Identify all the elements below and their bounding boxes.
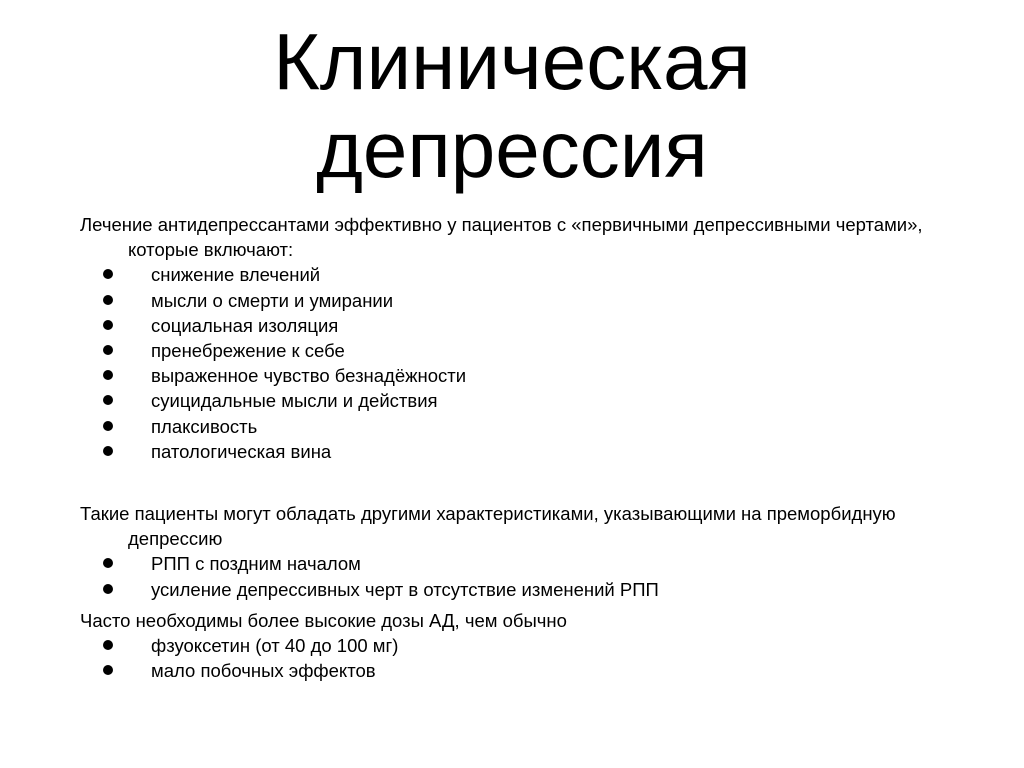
bullet-dot-icon [103,395,113,405]
bullet-dot-icon [103,665,113,675]
bullet-dot-icon [103,446,113,456]
list-item [80,313,980,338]
bullet-dot-icon [103,295,113,305]
slide-title [180,18,844,194]
list-item-text: мало побочных эффектов [151,660,376,682]
slide-title-line-2: депрессия [316,105,708,194]
list-item [80,288,980,313]
section-3-intro: Часто необходимы более высокие дозы АД, чем обычно [80,609,567,631]
list-item-text: фзуоксетин (от 40 до 100 мг) [151,635,399,657]
list-item-text: усиление депрессивных черт в отсутствие изменений РПП [151,578,659,600]
list-item [80,338,980,363]
bullet-dot-icon [103,640,113,650]
bullet-dot-icon [103,584,113,594]
list-item-text: снижение влечений [151,264,321,286]
bullet-dot-icon [103,421,113,431]
list-item-text: мысли о смерти и умирании [151,289,394,311]
list-item [80,551,980,576]
list-item [80,633,980,658]
list-item [80,658,980,683]
bullet-dot-icon [103,320,113,330]
list-item-text: социальная изоляция [151,314,339,336]
section-3-bullet-list [80,633,980,683]
list-item [80,363,980,388]
section-1-intro: Лечение антидепрессантами эффективно у пациентов с «первичными депрессивными чертами», которые включают: [80,214,923,261]
list-item [80,262,980,287]
list-item [80,388,980,413]
list-item-text: пренебрежение к себе [151,340,345,362]
list-item-text: плаксивость [151,415,258,437]
list-item-text: суицидальные мысли и действия [151,390,438,412]
list-item [80,577,980,602]
list-item-text: выраженное чувство безнадёжности [151,365,467,387]
section-2-bullet-list [80,551,980,601]
bullet-dot-icon [103,370,113,380]
section-2-intro: Такие пациенты могут обладать другими характеристиками, указывающими на преморбидную депрессию [80,503,896,550]
bullet-dot-icon [103,269,113,279]
list-item-text: РПП с поздним началом [151,553,361,575]
list-item [80,439,980,464]
list-item [80,414,980,439]
slide-body [80,212,980,683]
section-spacer [80,464,980,501]
slide-title-line-1: Клиническая [273,17,751,106]
section-1-bullet-list [80,262,980,464]
list-item-text: патологическая вина [151,440,332,462]
bullet-dot-icon [103,345,113,355]
bullet-dot-icon [103,558,113,568]
